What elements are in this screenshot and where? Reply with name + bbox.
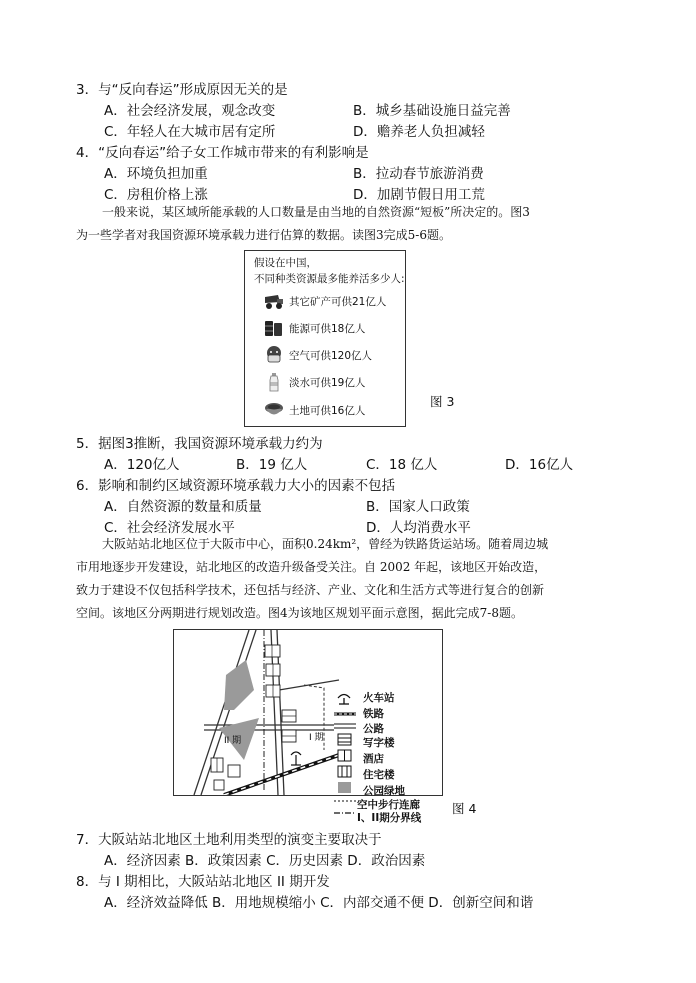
q6-option-c: C．社会经济发展水平	[104, 520, 235, 536]
q5-stem: 5．据图3推断，我国资源环境承载力约为	[76, 436, 323, 452]
intro2-line3: 致力于建设不仅包括科学技术，还包括与经济、产业、文化和生活方式等进行复合的创新	[76, 583, 545, 597]
intro1-line1: 一般来说，某区域所能承载的人口数量是由当地的自然资源“短板”所决定的。图3	[102, 205, 530, 219]
phase2-label: II 期	[224, 736, 242, 746]
intro2-line4: 空间。该地区分两期进行规划改造。图4为该地区规划平面示意图，据此完成7-8题。	[76, 606, 523, 620]
q5-option-c: C．18 亿人	[366, 457, 438, 473]
mining-truck-icon	[263, 291, 285, 311]
hotel-icon	[338, 750, 351, 761]
fig4-caption: 图 4	[452, 801, 477, 816]
park-green-north	[224, 660, 254, 710]
q7-stem: 7．大阪站站北地区土地利用类型的演变主要取决于	[76, 832, 382, 848]
q8-options: A．经济效益降低 B．用地规模缩小 C．内部交通不便 D．创新空间和谐	[104, 895, 534, 911]
fig3-item-minerals-text: 其它矿产可供21亿人	[289, 295, 387, 308]
legend-hotel: 酒店	[363, 753, 384, 765]
fig4-legend-icons	[332, 690, 358, 820]
site-plan-map	[174, 630, 442, 795]
railway	[224, 755, 339, 795]
fig3-item-water	[263, 370, 365, 394]
intro-paragraph-2	[76, 533, 621, 625]
q6-option-d: D．人均消费水平	[366, 520, 471, 536]
fig3-item-energy-text: 能源可供18亿人	[289, 322, 366, 335]
train-station-icon	[338, 695, 350, 705]
road-northeast	[279, 680, 339, 690]
figure-4-site-plan	[173, 629, 443, 796]
q8-stem: 8．与 I 期相比，大阪站站北地区 II 期开发	[76, 874, 330, 890]
q3-option-c: C．年轻人在大城市居有定所	[104, 124, 276, 140]
q3-option-b: B．城乡基础设施日益完善	[353, 103, 511, 119]
legend-residential: 住宅楼	[363, 769, 395, 781]
q5-option-d: D．16亿人	[505, 457, 574, 473]
phase1-label: I 期	[309, 733, 324, 743]
oil-barrel-icon	[263, 318, 285, 338]
q5-option-b: B．19 亿人	[236, 457, 308, 473]
figure-3-resource-capacity	[244, 250, 406, 427]
train-station-marker	[291, 752, 301, 765]
q3-stem: 3．与“反向春运”形成原因无关的是	[76, 82, 288, 98]
road-line-icon	[334, 724, 356, 728]
legend-skywalk: 空中步行连廊	[357, 799, 420, 811]
legend-park: 公园绿地	[363, 785, 405, 797]
q6-option-a: A．自然资源的数量和质量	[104, 499, 262, 515]
legend-phase-boundary: I、II期分界线	[357, 812, 422, 824]
fig3-item-land	[263, 398, 365, 422]
intro1-line2: 为一些学者对我国资源环境承载力进行估算的数据。读图3完成5-6题。	[76, 228, 451, 242]
face-mask-icon	[263, 345, 285, 365]
water-bottle-icon	[263, 372, 285, 392]
intro2-line2: 市用地逐步开发建设，站北地区的改造升级备受关注。自 2002 年起，该地区开始改造，	[76, 560, 547, 574]
q4-option-c: C．房租价格上涨	[104, 187, 208, 203]
fig3-caption: 图 3	[430, 394, 455, 409]
residential-icon	[338, 766, 351, 777]
q7-options: A．经济因素 B．政策因素 C．历史因素 D．政治因素	[104, 853, 426, 869]
q3-option-d: D．赡养老人负担减轻	[353, 124, 485, 140]
intro2-line1: 大阪站站北地区位于大阪市中心，面积0.24km²，曾经为铁路货运站场。随着周边城	[102, 537, 549, 551]
q5-option-a: A．120亿人	[104, 457, 180, 473]
q6-stem: 6．影响和制约区域资源环境承载力大小的因素不包括	[76, 478, 396, 494]
legend-railway: 铁路	[363, 708, 384, 720]
legend-office: 写字楼	[363, 737, 395, 749]
fig3-header-2: 不同种类资源最多能养活多少人:	[254, 273, 405, 285]
q3-option-a: A．社会经济发展，观念改变	[104, 103, 276, 119]
park-green-icon	[338, 782, 351, 793]
q6-option-b: B．国家人口政策	[366, 499, 470, 515]
legend-train-station: 火车站	[363, 692, 395, 704]
fig3-item-minerals	[263, 289, 386, 313]
fig3-item-water-text: 淡水可供19亿人	[289, 376, 366, 389]
fig3-item-air	[263, 343, 372, 367]
fig3-item-land-text: 土地可供16亿人	[289, 404, 366, 417]
legend-road: 公路	[363, 723, 384, 735]
q4-stem: 4．“反向春运”给子女工作城市带来的有利影响是	[76, 145, 369, 161]
fig3-item-energy	[263, 316, 365, 340]
intro-paragraph-1	[76, 201, 621, 247]
fig3-item-air-text: 空气可供120亿人	[289, 349, 373, 362]
fig3-header-1: 假设在中国，	[254, 257, 317, 269]
soil-pot-icon	[263, 400, 285, 420]
office-building-icon	[338, 734, 351, 745]
q4-option-d: D．加剧节假日用工荒	[353, 187, 485, 203]
q4-option-b: B．拉动春节旅游消费	[353, 166, 484, 182]
q4-option-a: A．环境负担加重	[104, 166, 208, 182]
